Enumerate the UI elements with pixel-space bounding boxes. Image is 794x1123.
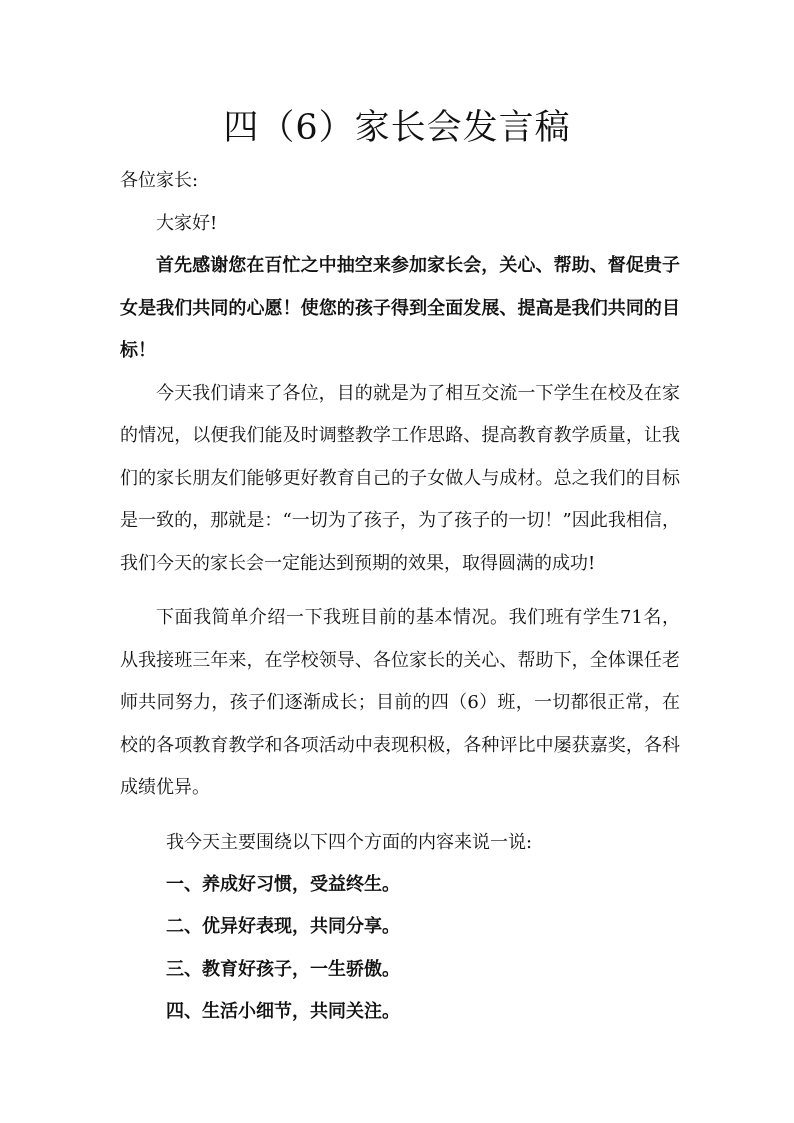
topics-intro: 我今天主要围绕以下四个方面的内容来说一说: [166,831,533,853]
document-body [120,160,680,1034]
salutation: 各位家长: [120,170,199,191]
document-title: 四（6）家长会发言稿 [223,108,571,148]
topic-item: 二、优异好表现，共同分享。 [166,916,400,937]
paragraph-class-status: 下面我简单介绍一下我班目前的基本情况。我们班有学生71名，从我接班三年来，在学校领导、各位家长的关心、帮助下，全体课任老师共同努力，孩子们逐渐成长；目前的四（6）班，一切都很正常，在校的各项教育教学和各项活动中表现积极，各种评比中屡获嘉奖，各科成绩优异。 [120,607,680,798]
paragraph-purpose: 今天我们请来了各位，目的就是为了相互交流一下学生在校及在家的情况，以便我们能及时调整教学工作思路、提高教育教学质量，让我们的家长朋友们能够更好教育自己的子女做人与成材。总之我们的目标是一致的，那就是：“一切为了孩子，为了孩子的一切！”因此我相信，我们今天的家长会一定能达到预期的效果，取得圆满的成功! [120,382,680,574]
paragraph-thanks: 首先感谢您在百忙之中抽空来参加家长会，关心、帮助、督促贵子女是我们共同的心愿！使您的孩子得到全面发展、提高是我们共同的目标！ [120,255,680,361]
topic-item: 一、养成好习惯，受益终生。 [166,873,400,895]
topic-item: 四、生活小细节，共同关注。 [166,1001,400,1022]
greeting: 大家好! [156,213,218,234]
topic-item: 三、教育好孩子，一生骄傲。 [166,958,400,980]
